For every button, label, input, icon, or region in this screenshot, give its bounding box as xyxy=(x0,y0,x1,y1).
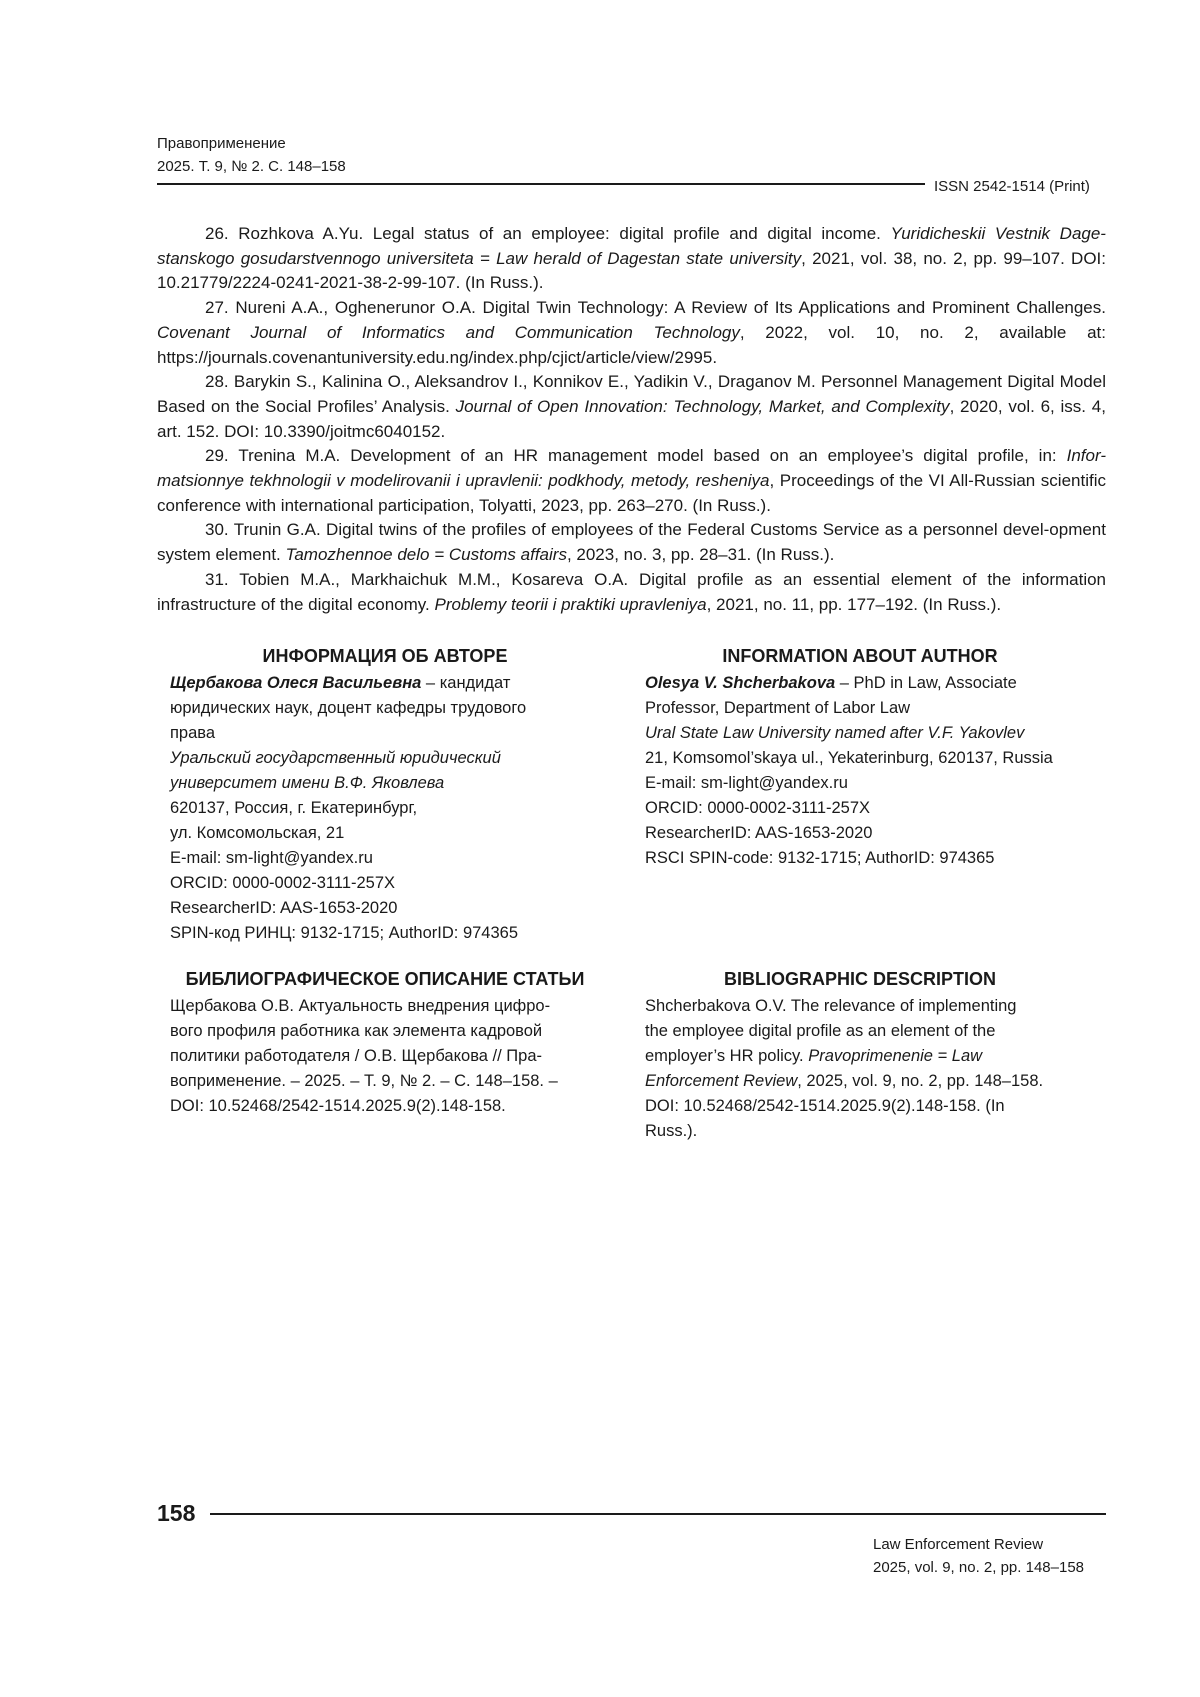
biblio-en: BIBLIOGRAPHIC DESCRIPTION Shcherbakova O.V. The relevance of implementing the employee digital profile as an element of the employer’s HR policy. Pravoprimenenie = Law Enforcement Review, 2025, vol. 9, no. 2, pp. 148–158. DOI: 10.52468/2542-1514.2025.9(2).148-158. (In Russ.). xyxy=(645,967,1075,1144)
author-info-ru: ИНФОРМАЦИЯ ОБ АВТОРЕ Щербакова Олеся Васильевна – кандидат юридических наук, доцент кафедры трудового права Уральский государственный юридический университет имени В.Ф. Яковлева 620137, Россия, г. Екатеринбург, ул. Комсомольская, 21 E-mail: sm-light@yandex.ru ORCID: 0000-0002-3111-257X ResearcherID: AAS-1653-2020 SPIN-код РИНЦ: 9132-1715; AuthorID: 974365 xyxy=(170,644,600,946)
issue-info-en: 2025, vol. 9, no. 2, pp. 148–158 xyxy=(873,1557,1084,1579)
affiliation-en: Ural State Law University named after V.F. Yakovlev xyxy=(645,721,1075,746)
email-ru: E-mail: sm-light@yandex.ru xyxy=(170,846,600,871)
reference-item: 28. Barykin S., Kalinina O., Aleksandrov I., Konnikov E., Yadikin V., Draganov M. Personnel Management Digital Model Based on the Social Profiles’ Analysis. Journal of Open Innovation: Technology, Market, and Complexity, 2020, vol. 6, iss. 4, art. 152. DOI: 10.3390/joitmc6040152. xyxy=(157,370,1106,444)
issn: ISSN 2542-1514 (Print) xyxy=(934,176,1090,198)
footer-rule xyxy=(210,1513,1106,1515)
journal-title-en: Law Enforcement Review xyxy=(873,1534,1043,1556)
author-info-en-heading: INFORMATION ABOUT AUTHOR xyxy=(645,644,1075,669)
orcid-ru: ORCID: 0000-0002-3111-257X xyxy=(170,871,600,896)
author-info-ru-heading: ИНФОРМАЦИЯ ОБ АВТОРЕ xyxy=(170,644,600,669)
author-info-en: INFORMATION ABOUT AUTHOR Olesya V. Shcherbakova – PhD in Law, Associate Professor, Department of Labor Law Ural State Law University named after V.F. Yakovlev 21, Komsomol’skaya ul., Yekaterinburg, 620137, Russia E-mail: sm-light@yandex.ru ORCID: 0000-0002-3111-257X ResearcherID: AAS-1653-2020 RSCI SPIN-code: 9132-1715; AuthorID: 974365 xyxy=(645,644,1075,871)
address-en: 21, Komsomol’skaya ul., Yekaterinburg, 620137, Russia xyxy=(645,746,1075,771)
spin-en: RSCI SPIN-code: 9132-1715; AuthorID: 974365 xyxy=(645,846,1075,871)
spin-ru: SPIN-код РИНЦ: 9132-1715; AuthorID: 974365 xyxy=(170,921,600,946)
issue-info-ru: 2025. Т. 9, № 2. С. 148–158 xyxy=(157,156,346,178)
page-number: 158 xyxy=(157,1500,195,1527)
researcher-id-ru: ResearcherID: AAS-1653-2020 xyxy=(170,896,600,921)
reference-item: 29. Trenina M.A. Development of an HR management model based on an employee’s digital profile, in: Infor-matsionnye tekhnologii v modelirovanii i upravlenii: podkhody, metody, resheniya, Proceedings of the VI All-Russian scientific conference with international participation, Tolyatti, 2023, pp. 263–270. (In Russ.). xyxy=(157,444,1106,518)
orcid-en: ORCID: 0000-0002-3111-257X xyxy=(645,796,1075,821)
reference-item: 26. Rozhkova A.Yu. Legal status of an employee: digital profile and digital income. Yuridicheskii Vestnik Dage-stanskogo gosudarstvennogo universiteta = Law herald of Dagestan state university, 2021, vol. 38, no. 2, pp. 99–107. DOI: 10.21779/2224-0241-2021-38-2-99-107. (In Russ.). xyxy=(157,222,1106,296)
journal-title-ru: Правоприменение xyxy=(157,133,286,155)
biblio-en-heading: BIBLIOGRAPHIC DESCRIPTION xyxy=(645,967,1075,992)
biblio-ru: БИБЛИОГРАФИЧЕСКОЕ ОПИСАНИЕ СТАТЬИ Щербакова О.В. Актуальность внедрения цифро- вого профиля работника как элемента кадровой политики работодателя / О.В. Щербакова // Пра- воприменение. – 2025. – Т. 9, № 2. – С. 148–158. – DOI: 10.52468/2542-1514.2025.9(2).148-158. xyxy=(170,967,600,1119)
email-en: E-mail: sm-light@yandex.ru xyxy=(645,771,1075,796)
biblio-ru-heading: БИБЛИОГРАФИЧЕСКОЕ ОПИСАНИЕ СТАТЬИ xyxy=(170,967,600,992)
reference-item: 27. Nureni A.A., Oghenerunor O.A. Digital Twin Technology: A Review of Its Applications and Prominent Challenges. Covenant Journal of Informatics and Communication Technology, 2022, vol. 10, no. 2, available at: https://journals.covenantuniversity.edu.ng/index.php/cjict/article/view/2995. xyxy=(157,296,1106,370)
reference-item: 30. Trunin G.A. Digital twins of the profiles of employees of the Federal Customs Service as a personnel devel-opment system element. Tamozhennoe delo = Customs affairs, 2023, no. 3, pp. 28–31. (In Russ.). xyxy=(157,518,1106,567)
reference-list xyxy=(157,222,1106,617)
header-rule xyxy=(157,183,925,185)
affiliation-ru: Уральский государственный юридический xyxy=(170,746,600,771)
doi-ru: DOI: 10.52468/2542-1514.2025.9(2).148-158. xyxy=(170,1094,600,1119)
author-name-en: Olesya V. Shcherbakova xyxy=(645,674,835,692)
reference-item: 31. Tobien M.A., Markhaichuk M.M., Kosareva O.A. Digital profile as an essential element of the information infrastructure of the digital economy. Problemy teorii i praktiki upravleniya, 2021, no. 11, pp. 177–192. (In Russ.). xyxy=(157,568,1106,617)
researcher-id-en: ResearcherID: AAS-1653-2020 xyxy=(645,821,1075,846)
doi-en: DOI: 10.52468/2542-1514.2025.9(2).148-158. (In xyxy=(645,1094,1075,1119)
address-ru: 620137, Россия, г. Екатеринбург, xyxy=(170,796,600,821)
author-name-ru: Щербакова Олеся Васильевна xyxy=(170,674,421,692)
